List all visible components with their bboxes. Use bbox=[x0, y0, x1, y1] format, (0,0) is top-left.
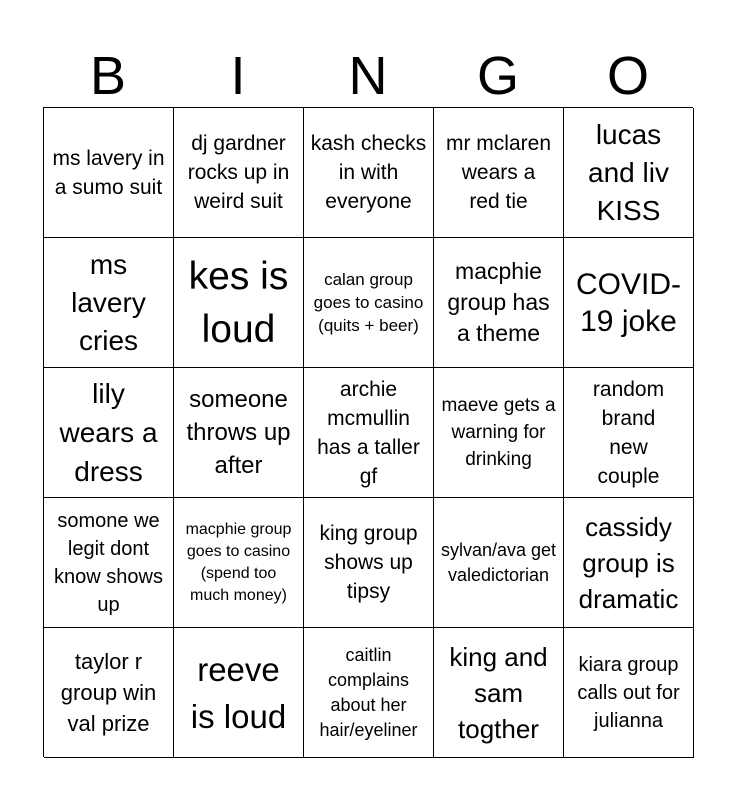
cell-text: kash checks in with everyone bbox=[310, 132, 427, 213]
bingo-cell-r2c5[interactable] bbox=[564, 238, 694, 368]
bingo-cell-r5c5[interactable] bbox=[564, 628, 694, 758]
cell-text: COVID-19 joke bbox=[576, 267, 681, 338]
bingo-board bbox=[43, 107, 693, 757]
bingo-cell-r3c2[interactable] bbox=[174, 368, 304, 498]
cell-text: lily wears a dress bbox=[59, 378, 158, 487]
bingo-cell-r4c4[interactable] bbox=[434, 498, 564, 628]
bingo-header bbox=[43, 46, 693, 106]
bingo-cell-r4c3[interactable] bbox=[304, 498, 434, 628]
bingo-cell-r2c4[interactable] bbox=[434, 238, 564, 368]
cell-text: dj gardner rocks up in weird suit bbox=[187, 132, 290, 213]
cell-text: calan group goes to casino (quits + beer) bbox=[313, 270, 424, 335]
cell-text: sylvan/ava get valedictorian bbox=[440, 539, 557, 585]
cell-text: random brand new couple bbox=[592, 377, 665, 488]
bingo-cell-r1c3[interactable] bbox=[304, 108, 434, 238]
cell-text: taylor r group win val prize bbox=[60, 649, 157, 736]
bingo-cell-r5c3[interactable] bbox=[304, 628, 434, 758]
bingo-cell-r1c5[interactable] bbox=[564, 108, 694, 238]
bingo-cell-r5c2[interactable] bbox=[174, 628, 304, 758]
header-letter-b: B bbox=[89, 46, 127, 106]
bingo-cell-r1c2[interactable] bbox=[174, 108, 304, 238]
bingo-cell-r3c4[interactable] bbox=[434, 368, 564, 498]
cell-text: ms lavery cries bbox=[71, 248, 146, 356]
header-letter-g: G bbox=[476, 46, 519, 106]
bingo-cell-r4c1[interactable] bbox=[44, 498, 174, 628]
cell-text: king and sam togther bbox=[449, 641, 548, 744]
cell-text: cassidy group is dramatic bbox=[578, 511, 679, 614]
cell-text: lucas and liv KISS bbox=[588, 118, 669, 226]
cell-text: maeve gets a warning for drinking bbox=[441, 395, 556, 470]
bingo-cell-r2c3[interactable] bbox=[304, 238, 434, 368]
bingo-cell-r4c2[interactable] bbox=[174, 498, 304, 628]
bingo-cell-r5c4[interactable] bbox=[434, 628, 564, 758]
bingo-cell-r1c4[interactable] bbox=[434, 108, 564, 238]
header-letter-n: N bbox=[348, 46, 388, 106]
bingo-cell-r2c2[interactable] bbox=[174, 238, 304, 368]
bingo-cell-r2c1[interactable] bbox=[44, 238, 174, 368]
header-letter-i: I bbox=[230, 46, 246, 106]
cell-text: someone throws up after bbox=[186, 386, 291, 479]
cell-text: macphie group goes to casino (spend too much money) bbox=[185, 520, 292, 604]
bingo-cell-r3c1[interactable] bbox=[44, 368, 174, 498]
cell-text: kes is loud bbox=[188, 254, 289, 351]
cell-text: macphie group has a theme bbox=[447, 258, 550, 346]
cell-text: kiara group calls out for julianna bbox=[577, 653, 680, 732]
cell-text: king group shows up tipsy bbox=[319, 522, 418, 603]
bingo-cell-r1c1[interactable] bbox=[44, 108, 174, 238]
cell-text: reeve is loud bbox=[190, 650, 287, 735]
bingo-cell-r5c1[interactable] bbox=[44, 628, 174, 758]
cell-text: archie mcmullin has a taller gf bbox=[317, 377, 420, 488]
bingo-cell-r3c5[interactable] bbox=[564, 368, 694, 498]
cell-text: somone we legit dont know shows up bbox=[54, 509, 163, 616]
cell-text: caitlin complains about her hair/eyeliner bbox=[319, 644, 418, 740]
bingo-cell-r4c5[interactable] bbox=[564, 498, 694, 628]
header-letter-o: O bbox=[606, 46, 649, 106]
cell-text: ms lavery in a sumo suit bbox=[52, 146, 165, 199]
cell-text: mr mclaren wears a red tie bbox=[445, 132, 551, 213]
bingo-cell-r3c3[interactable] bbox=[304, 368, 434, 498]
